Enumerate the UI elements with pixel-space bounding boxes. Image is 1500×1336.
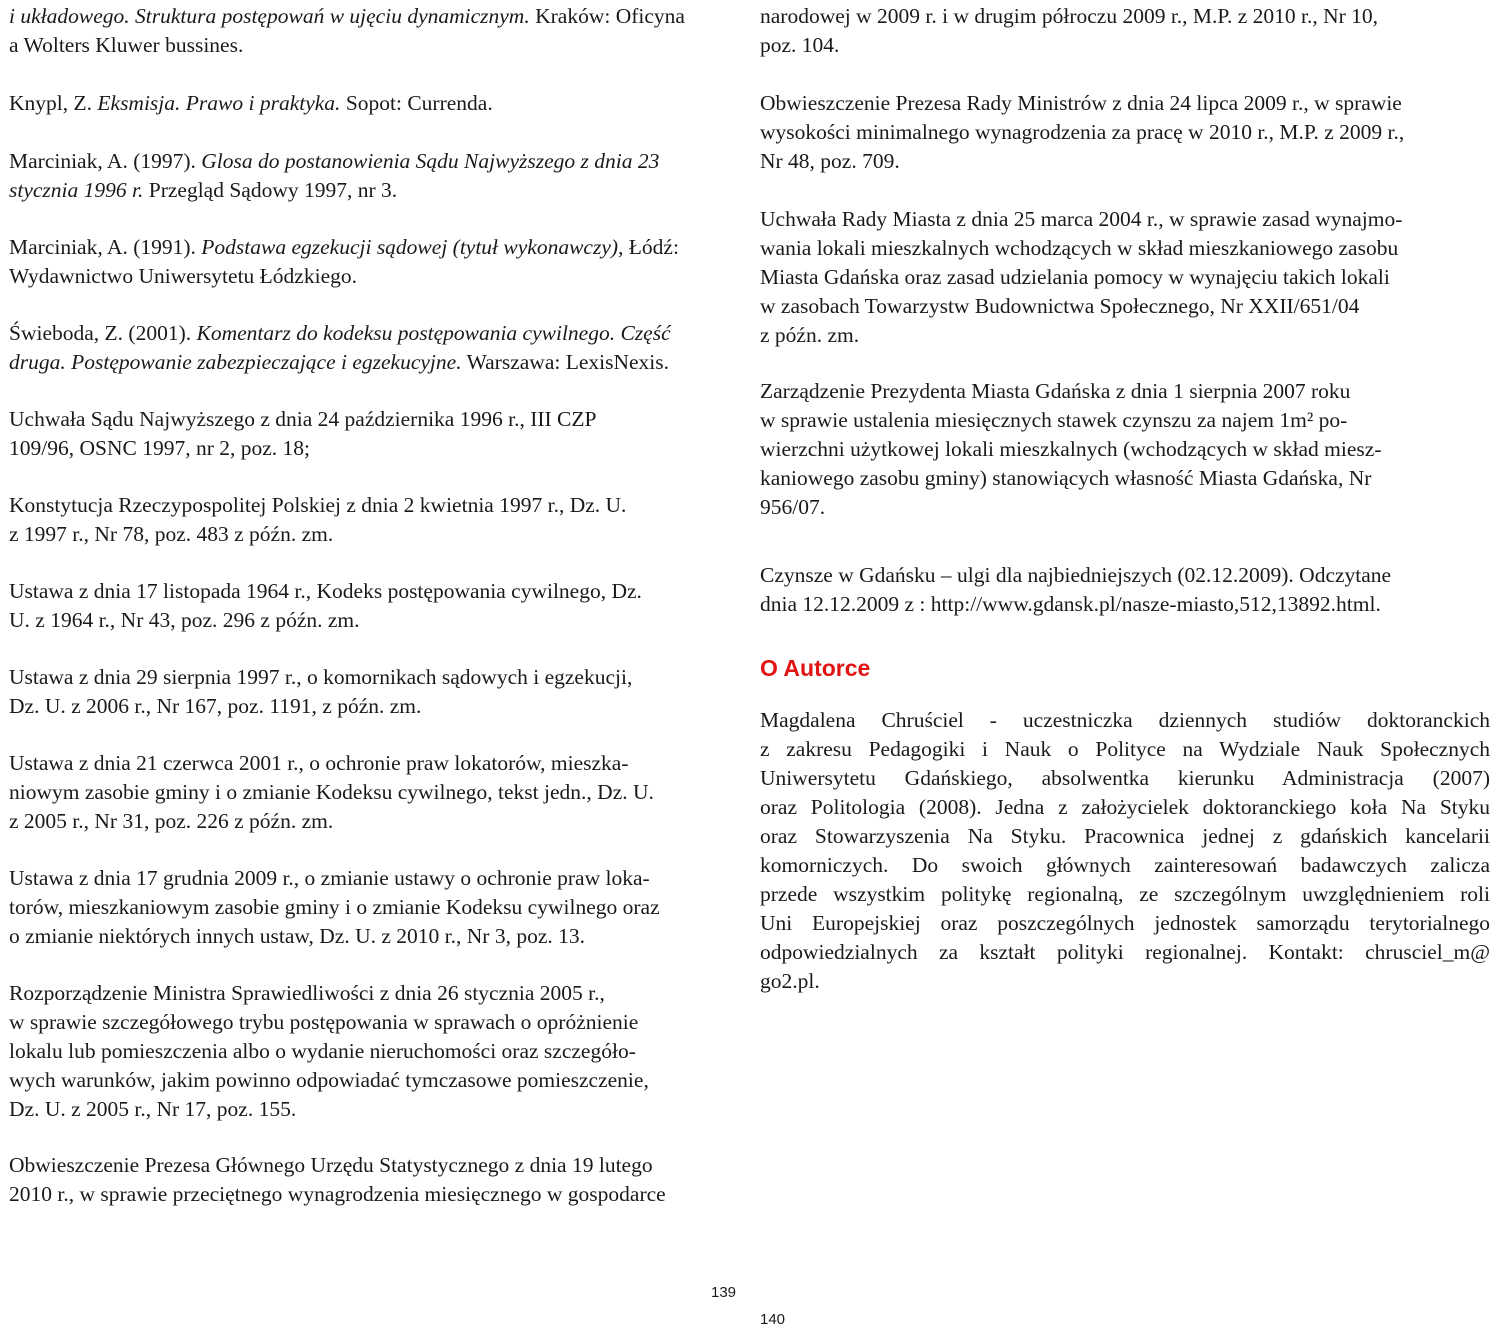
bio-line: Uniwersytetu Gdańskiego, absolwentka kierunku Administracja (2007) [760, 766, 1490, 790]
entry-text: z późn. zm. [760, 323, 860, 347]
entry-text: Kraków: Oficyna [529, 4, 685, 28]
entry-text: Ustawa z dnia 21 czerwca 2001 r., o ochronie praw lokatorów, mieszka- [9, 751, 629, 775]
entry-text: w zasobach Towarzystw Budownictwa Społecznego, Nr XXII/651/04 [760, 294, 1360, 318]
entry-text: Ustawa z dnia 17 grudnia 2009 r., o zmianie ustawy o ochronie praw loka- [9, 866, 650, 890]
entry-text: Przegląd Sądowy 1997, nr 3. [143, 178, 398, 202]
entry-text: Łódź: [623, 235, 679, 259]
entry-author: Knypl, Z. [9, 91, 98, 115]
entry-text: Konstytucja Rzeczypospolitej Polskiej z dnia 2 kwietnia 1997 r., Dz. U. [9, 493, 627, 517]
entry-text: Miasta Gdańska oraz zasad udzielania pomocy w wynajęciu takich lokali [760, 265, 1390, 289]
entry-text: narodowej w 2009 r. i w drugim półroczu 2009 r., M.P. z 2010 r., Nr 10, [760, 4, 1379, 28]
entry-text: Zarządzenie Prezydenta Miasta Gdańska z dnia 1 sierpnia 2007 roku [760, 379, 1351, 403]
bibliography-entry [9, 864, 737, 951]
entry-text: Warszawa: LexisNexis. [461, 350, 670, 374]
bibliography-entry [9, 491, 737, 549]
entry-author: Marciniak, A. (1991). [9, 235, 202, 259]
bibliography-entry [9, 89, 737, 118]
bibliography-entry [760, 561, 1492, 619]
entry-text: 2010 r., w sprawie przeciętnego wynagrodzenia miesięcznego w gospodarce [9, 1182, 666, 1206]
entry-text: U. z 1964 r., Nr 43, poz. 296 z późn. zm. [9, 608, 360, 632]
entry-text: Ustawa z dnia 29 sierpnia 1997 r., o komornikach sądowych i egzekucji, [9, 665, 633, 689]
bibliography-entry [9, 319, 737, 377]
bibliography-entry [9, 1151, 737, 1209]
bibliography-entry [9, 749, 737, 836]
bibliography-entry [9, 147, 737, 205]
page-number-left: 139 [711, 1284, 737, 1301]
entry-text: o zmianie niektórych innych ustaw, Dz. U. z 2010 r., Nr 3, poz. 13. [9, 924, 585, 948]
entry-text: wania lokali mieszkalnych wchodzących w skład mieszkaniowego zasobu [760, 236, 1399, 260]
bibliography-entry [9, 979, 737, 1124]
bio-line: komorniczych. Do swoich głównych zainteresowań badawczych zalicza [760, 853, 1490, 877]
entry-text: Rozporządzenie Ministra Sprawiedliwości z dnia 26 stycznia 2005 r., [9, 981, 605, 1005]
bio-line: go2.pl. [760, 969, 820, 993]
entry-text: Dz. U. z 2005 r., Nr 17, poz. 155. [9, 1097, 297, 1121]
bio-line: odpowiedzialnych za kształt polityki regionalnej. Kontakt: chrusciel_m@ [760, 940, 1490, 964]
entry-text: Ustawa z dnia 17 listopada 1964 r., Kodeks postępowania cywilnego, Dz. [9, 579, 642, 603]
entry-author: Świeboda, Z. (2001). [9, 321, 197, 345]
entry-text: kaniowego zasobu gminy) stanowiących własność Miasta Gdańska, Nr [760, 466, 1372, 490]
entry-text: Uchwała Rady Miasta z dnia 25 marca 2004 r., w sprawie zasad wynajmo- [760, 207, 1403, 231]
entry-text: torów, mieszkaniowym zasobie gminy i o zmianie Kodeksu cywilnego oraz [9, 895, 660, 919]
entry-text: 956/07. [760, 495, 826, 519]
entry-text: Obwieszczenie Prezesa Rady Ministrów z dnia 24 lipca 2009 r., w sprawie [760, 91, 1402, 115]
entry-title: Glosa do postanowienia Sądu Najwyższego z dnia 23 [201, 149, 660, 173]
author-bio [760, 706, 1492, 996]
entry-title: i układowego. Struktura postępowań w ujęciu dynamicznym. [9, 4, 530, 28]
entry-text: 109/96, OSNC 1997, nr 2, poz. 18; [9, 436, 310, 460]
entry-text: z 2005 r., Nr 31, poz. 226 z późn. zm. [9, 809, 334, 833]
entry-text: a Wolters Kluwer bussines. [9, 33, 244, 57]
entry-text: lokalu lub pomieszczenia albo o wydanie nieruchomości oraz szczegóło- [9, 1039, 636, 1063]
entry-title: druga. Postępowanie zabezpieczające i egzekucyjne. [9, 350, 462, 374]
bibliography-entry [760, 89, 1492, 176]
section-heading-o-autorce: O Autorce [760, 655, 871, 681]
bio-line: Uni Europejskiej oraz poszczególnych jednostek samorządu terytorialnego [760, 911, 1490, 935]
entry-text: dnia 12.12.2009 z : http://www.gdansk.pl/nasze-miasto,512,13892.html. [760, 592, 1381, 616]
bio-line: oraz Politologia (2008). Jedna z założycielek doktoranckiego koła Na Styku [760, 795, 1490, 819]
entry-text: Czynsze w Gdańsku – ulgi dla najbiedniejszych (02.12.2009). Odczytane [760, 563, 1392, 587]
page-number-right: 140 [760, 1311, 786, 1328]
entry-text: Nr 48, poz. 709. [760, 149, 900, 173]
entry-title: stycznia 1996 r. [9, 178, 144, 202]
entry-text: Wydawnictwo Uniwersytetu Łódzkiego. [9, 264, 357, 288]
bio-line: Magdalena Chruściel - uczestniczka dziennych studiów doktoranckich [760, 708, 1490, 732]
bio-line: z zakresu Pedagogiki i Nauk o Polityce na Wydziale Nauk Społecznych [760, 737, 1490, 761]
entry-text: wych warunków, jakim powinno odpowiadać tymczasowe pomieszczenie, [9, 1068, 649, 1092]
entry-text: w sprawie szczegółowego trybu postępowania w sprawach o opróżnienie [9, 1010, 639, 1034]
entry-text: wysokości minimalnego wynagrodzenia za pracę w 2010 r., M.P. z 2009 r., [760, 120, 1405, 144]
entry-text: Sopot: Currenda. [340, 91, 493, 115]
bibliography-entry [760, 377, 1492, 522]
entry-text: z 1997 r., Nr 78, poz. 483 z późn. zm. [9, 522, 334, 546]
entry-text: poz. 104. [760, 33, 840, 57]
bibliography-entry [9, 2, 737, 60]
entry-text: niowym zasobie gminy i o zmianie Kodeksu cywilnego, tekst jedn., Dz. U. [9, 780, 654, 804]
bibliography-entry [9, 233, 737, 291]
entry-text: w sprawie ustalenia miesięcznych stawek czynszu za najem 1m² po- [760, 408, 1348, 432]
bibliography-entry [9, 405, 737, 463]
bibliography-entry [760, 2, 1492, 60]
entry-title: Komentarz do kodeksu postępowania cywilnego. Część [196, 321, 671, 345]
bibliography-entry [9, 577, 737, 635]
bio-line: przede wszystkim politykę regionalną, ze szczególnym uwzględnieniem roli [760, 882, 1490, 906]
entry-title: Eksmisja. Prawo i praktyka. [97, 91, 341, 115]
entry-text: Obwieszczenie Prezesa Głównego Urzędu Statystycznego z dnia 19 lutego [9, 1153, 653, 1177]
bio-line: oraz Stowarzyszenia Na Styku. Pracownica jednej z gdańskich kancelarii [760, 824, 1490, 848]
bibliography-entry [9, 663, 737, 721]
entry-text: Uchwała Sądu Najwyższego z dnia 24 października 1996 r., III CZP [9, 407, 597, 431]
entry-author: Marciniak, A. (1997). [9, 149, 202, 173]
bibliography-entry [760, 205, 1492, 350]
entry-text: Dz. U. z 2006 r., Nr 167, poz. 1191, z późn. zm. [9, 694, 422, 718]
entry-text: wierzchni użytkowej lokali mieszkalnych (wchodzących w skład miesz- [760, 437, 1382, 461]
entry-title: Podstawa egzekucji sądowej (tytuł wykonawczy), [201, 235, 624, 259]
